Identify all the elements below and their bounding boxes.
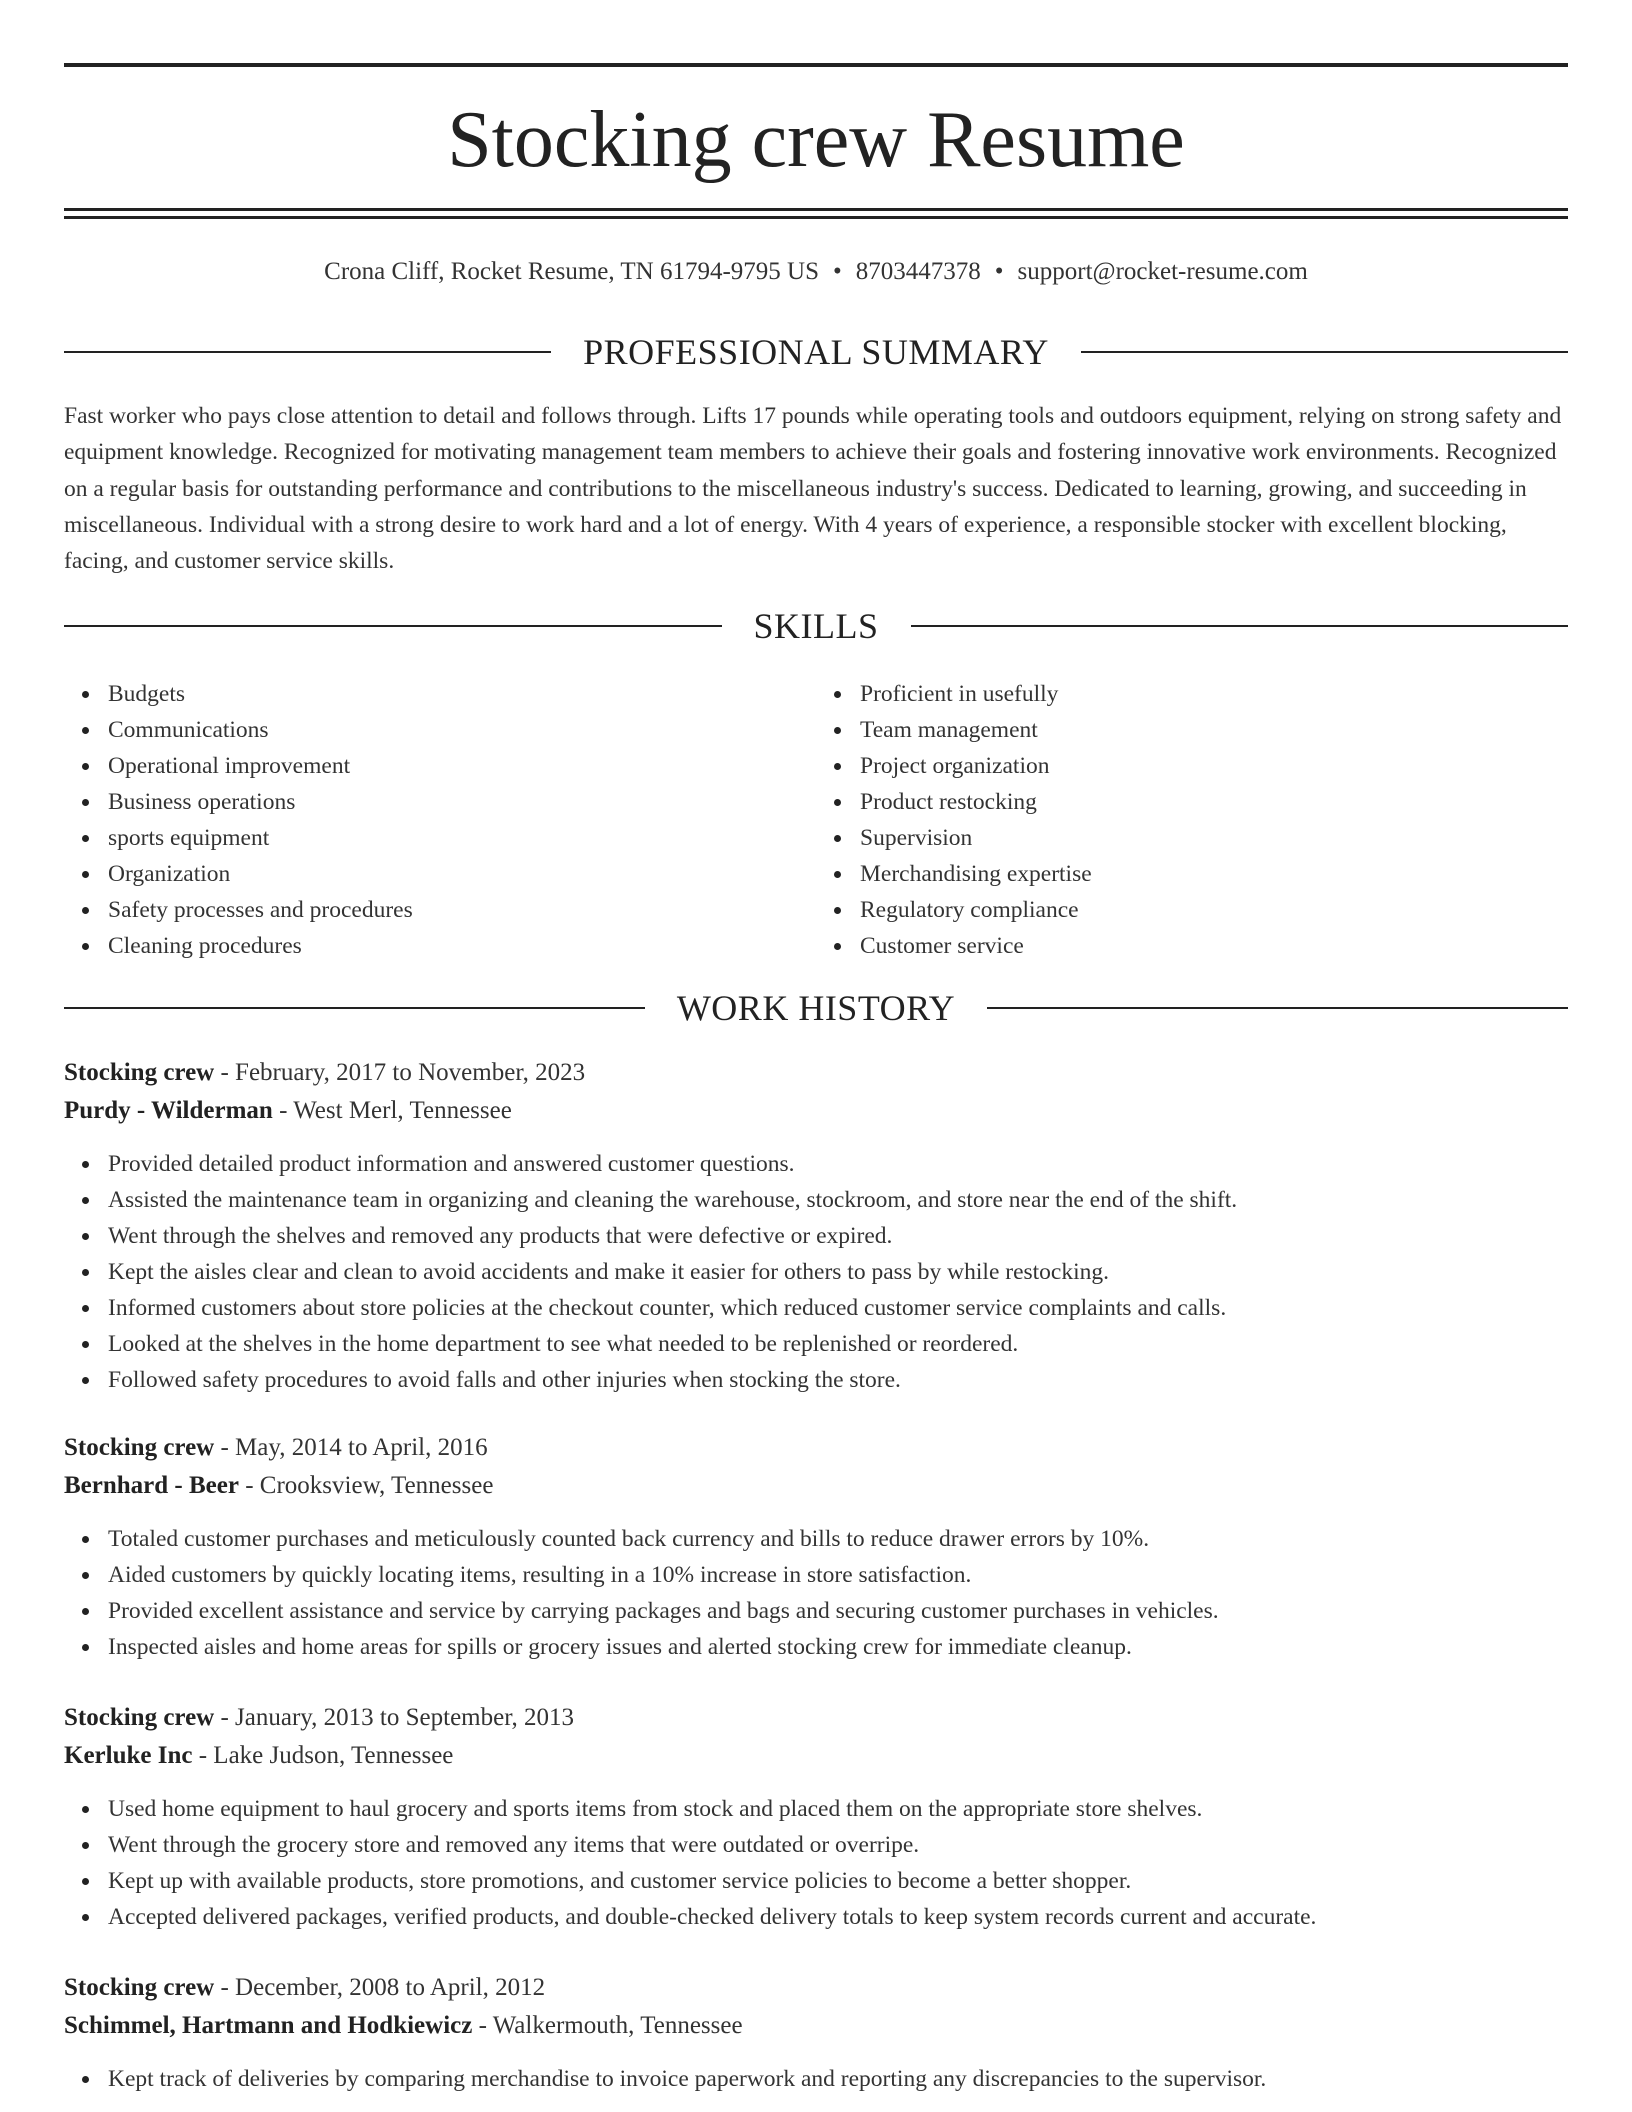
job-role: Stocking crew (64, 1704, 215, 1731)
job-duty-item: Provided excellent assistance and service by carrying packages and bags and securing customer purchases in vehicles. (108, 1593, 1568, 1629)
contact-email: support@rocket-resume.com (1017, 258, 1308, 285)
job-duty-item: Went through the shelves and removed any products that were defective or expired. (108, 1218, 1568, 1254)
contact-separator: • (833, 258, 842, 285)
contact-phone: 8703447378 (855, 258, 981, 285)
contact-line (64, 255, 1568, 289)
job-duties-list (64, 1146, 1568, 1398)
job-dates: - February, 2017 to November, 2023 (214, 1059, 586, 1086)
job-duty-item: Used home equipment to haul grocery and sports items from stock and placed them on the appropriate store shelves. (108, 1791, 1568, 1827)
job-duty-item: Followed safety procedures to avoid falls and other injuries when stocking the store. (108, 1362, 1568, 1398)
skill-item: Proficient in usefully (860, 676, 1568, 712)
title-rule-upper (64, 208, 1568, 211)
section-header-summary (64, 330, 1568, 374)
skill-item: Project organization (860, 748, 1568, 784)
section-header-work-history (64, 986, 1568, 1030)
skill-item: Customer service (860, 928, 1568, 964)
job-role: Stocking crew (64, 1059, 215, 1086)
job-entry (64, 1699, 1568, 1935)
job-company: Kerluke Inc (64, 1742, 193, 1769)
job-dates: - December, 2008 to April, 2012 (214, 1974, 546, 2001)
title-rule-lower (64, 216, 1568, 219)
skills-list (64, 676, 1568, 964)
job-company-line (64, 1467, 1568, 1505)
skill-item: Regulatory compliance (860, 892, 1568, 928)
section-header-skills (64, 604, 1568, 648)
section-rule (987, 1007, 1568, 1009)
professional-summary-text: Fast worker who pays close attention to detail and follows through. Lifts 17 pounds while operating tools and outdoors equipment, relying on strong safety and equipment knowledge. Recognized for motivating management team members to achieve their goals and fostering innovative work environments. Recognized on a regular basis for outstanding performance and contributions to the miscellaneous industry's success. Dedicated to learning, growing, and succeeding in miscellaneous. Individual with a strong desire to work hard and a lot of energy. With 4 years of experience, a responsible stocker with excellent blocking, facing, and customer service skills. (64, 403, 1562, 575)
section-rule (64, 351, 551, 353)
job-title-line (64, 1054, 1568, 1092)
skills-column-right (816, 676, 1568, 964)
job-role: Stocking crew (64, 1974, 215, 2001)
job-location: - Lake Judson, Tennessee (192, 1742, 454, 1769)
job-title-line (64, 1429, 1568, 1467)
job-company-line (64, 1092, 1568, 1130)
job-duty-item: Kept track of deliveries by comparing merchandise to invoice paperwork and reporting any discrepancies to the supervisor. (108, 2061, 1568, 2097)
section-rule (1081, 351, 1568, 353)
skills-column-left (64, 676, 816, 964)
job-duties-list (64, 1791, 1568, 1935)
contact-address: Crona Cliff, Rocket Resume, TN 61794-9795 US (324, 258, 820, 285)
job-duty-item: Provided detailed product information and answered customer questions. (108, 1146, 1568, 1182)
job-duty-item: Kept up with available products, store promotions, and customer service policies to become a better shopper. (108, 1863, 1568, 1899)
job-company-line (64, 1737, 1568, 1775)
job-company: Purdy - Wilderman (64, 1097, 273, 1124)
job-company-line (64, 2007, 1568, 2045)
section-rule (64, 1007, 645, 1009)
skill-item: Supervision (860, 820, 1568, 856)
section-rule (911, 625, 1569, 627)
skill-item: Product restocking (860, 784, 1568, 820)
section-title-skills: SKILLS (753, 606, 879, 646)
job-location: - Walkermouth, Tennessee (472, 2012, 743, 2039)
job-duties-list (64, 1521, 1568, 1665)
job-duty-item: Went through the grocery store and removed any items that were outdated or overripe. (108, 1827, 1568, 1863)
skill-item: Organization (108, 856, 816, 892)
job-company: Schimmel, Hartmann and Hodkiewicz (64, 2012, 473, 2039)
section-title-work-history: WORK HISTORY (676, 988, 956, 1028)
skill-item: Operational improvement (108, 748, 816, 784)
job-duty-item: Inspected aisles and home areas for spills or grocery issues and alerted stocking crew for immediate cleanup. (108, 1629, 1568, 1665)
job-duty-item: Aided customers by quickly locating items, resulting in a 10% increase in store satisfaction. (108, 1557, 1568, 1593)
skill-item: Budgets (108, 676, 816, 712)
job-dates: - January, 2013 to September, 2013 (214, 1704, 575, 1731)
job-entry (64, 1969, 1568, 2097)
job-title-line (64, 1699, 1568, 1737)
job-entry (64, 1054, 1568, 1398)
skill-item: Team management (860, 712, 1568, 748)
job-duty-item: Informed customers about store policies at the checkout counter, which reduced customer service complaints and calls. (108, 1290, 1568, 1326)
job-duty-item: Accepted delivered packages, verified products, and double-checked delivery totals to keep system records current and accurate. (108, 1899, 1568, 1935)
skill-item: sports equipment (108, 820, 816, 856)
skill-item: Cleaning procedures (108, 928, 816, 964)
job-duty-item: Assisted the maintenance team in organizing and cleaning the warehouse, stockroom, and store near the end of the shift. (108, 1182, 1568, 1218)
job-role: Stocking crew (64, 1434, 215, 1461)
job-duty-item: Totaled customer purchases and meticulously counted back currency and bills to reduce drawer errors by 10%. (108, 1521, 1568, 1557)
job-location: - Crooksview, Tennessee (238, 1472, 494, 1499)
section-rule (64, 625, 722, 627)
skill-item: Merchandising expertise (860, 856, 1568, 892)
job-dates: - May, 2014 to April, 2016 (214, 1434, 488, 1461)
skill-item: Safety processes and procedures (108, 892, 816, 928)
job-duty-item: Looked at the shelves in the home department to see what needed to be replenished or reordered. (108, 1326, 1568, 1362)
job-duty-item: Kept the aisles clear and clean to avoid accidents and make it easier for others to pass by while restocking. (108, 1254, 1568, 1290)
contact-separator: • (994, 258, 1004, 285)
job-location: - West Merl, Tennessee (272, 1097, 512, 1124)
skill-item: Communications (108, 712, 816, 748)
job-title-line (64, 1969, 1568, 2007)
resume-title: Stocking crew Resume (447, 96, 1185, 184)
skill-item: Business operations (108, 784, 816, 820)
top-rule (64, 63, 1568, 67)
job-entry (64, 1429, 1568, 1665)
section-title-summary: PROFESSIONAL SUMMARY (583, 332, 1049, 372)
job-duties-list (64, 2061, 1568, 2097)
job-company: Bernhard - Beer (64, 1472, 239, 1499)
